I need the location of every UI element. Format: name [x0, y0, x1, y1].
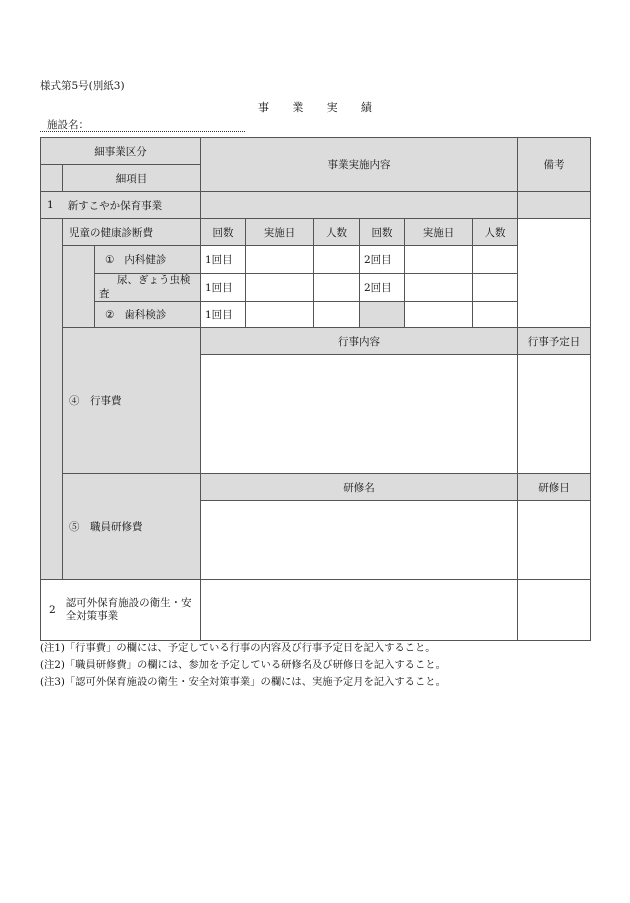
- events-label: ④ 行事費: [62, 327, 201, 474]
- row2-title: [40, 579, 201, 641]
- urine-first-people[interactable]: [313, 273, 360, 302]
- row2-remarks-field[interactable]: [517, 579, 591, 641]
- header-sub-item: 細項目: [62, 164, 201, 192]
- internal-first-count: 1回目: [200, 245, 246, 274]
- row1-number: 1: [47, 199, 54, 211]
- note-2: (注2)「職員研修費」の欄には、参加を予定している研修名及び研修日を記入すること。: [40, 659, 446, 671]
- header-category: 細事業区分: [40, 137, 201, 165]
- events-content-field[interactable]: [200, 354, 518, 474]
- events-date-header: 行事予定日: [517, 327, 591, 355]
- row1-remarks-gray: [517, 191, 591, 219]
- row1-indent-column: [40, 218, 63, 580]
- facility-name-label: 施設名：: [47, 119, 89, 131]
- row2-content-field[interactable]: [200, 579, 518, 641]
- checkup-item-urine: 尿、ぎょう虫検査: [94, 273, 201, 302]
- internal-second-people[interactable]: [472, 245, 518, 274]
- col-count-1: 回数: [200, 218, 246, 246]
- header-remarks: 備考: [517, 137, 591, 192]
- col-date-1: 実施日: [245, 218, 314, 246]
- row1-title: [40, 191, 201, 219]
- col-count-2: 回数: [359, 218, 405, 246]
- urine-second-count: 2回目: [359, 273, 405, 302]
- events-date-field[interactable]: [517, 354, 591, 474]
- urine-second-people[interactable]: [472, 273, 518, 302]
- row2-name: 認可外保育施設の衛生・安全対策事業: [65, 596, 192, 622]
- internal-first-date[interactable]: [245, 245, 314, 274]
- col-people-2: 人数: [472, 218, 518, 246]
- events-content-header: 行事内容: [200, 327, 518, 355]
- row1-content-gray: [200, 191, 518, 219]
- col-people-1: 人数: [313, 218, 360, 246]
- checkup-indent: [62, 245, 95, 328]
- dental-second-date[interactable]: [404, 301, 473, 328]
- dental-first-people[interactable]: [313, 301, 360, 328]
- col-date-2: 実施日: [404, 218, 473, 246]
- training-label: ⑤ 職員研修費: [62, 473, 201, 580]
- dental-second-people[interactable]: [472, 301, 518, 328]
- internal-second-count: 2回目: [359, 245, 405, 274]
- facility-name-field[interactable]: [40, 131, 245, 132]
- checkup-label: 児童の健康診断費: [62, 218, 201, 246]
- urine-first-date[interactable]: [245, 273, 314, 302]
- checkup-item-dental: ② 歯科検診: [94, 301, 201, 328]
- dental-second-count-gray: [359, 301, 405, 328]
- urine-second-date[interactable]: [404, 273, 473, 302]
- note-3: (注3)「認可外保育施設の衛生・安全対策事業」の欄には、実施予定月を記入すること。: [40, 676, 446, 688]
- training-content-field[interactable]: [200, 500, 518, 580]
- dental-first-date[interactable]: [245, 301, 314, 328]
- checkup-item-internal: ① 内科健診: [94, 245, 201, 274]
- internal-second-date[interactable]: [404, 245, 473, 274]
- urine-first-count: 1回目: [200, 273, 246, 302]
- header-content: 事業実施内容: [200, 137, 518, 192]
- form-number: 様式第5号(別紙3): [40, 80, 125, 92]
- note-1: (注1)「行事費」の欄には、予定している行事の内容及び行事予定日を記入すること。: [40, 642, 436, 654]
- checkup-remarks[interactable]: [517, 218, 591, 328]
- document-title: 事 業 実 績: [258, 101, 382, 114]
- training-content-header: 研修名: [200, 473, 518, 501]
- internal-first-people[interactable]: [313, 245, 360, 274]
- dental-first-count: 1回目: [200, 301, 246, 328]
- training-date-header: 研修日: [517, 473, 591, 501]
- row2-number: 2: [49, 604, 56, 616]
- row1-name: 新すこやか保育事業: [67, 199, 163, 212]
- header-indent-cell: [40, 164, 63, 192]
- training-date-field[interactable]: [517, 500, 591, 580]
